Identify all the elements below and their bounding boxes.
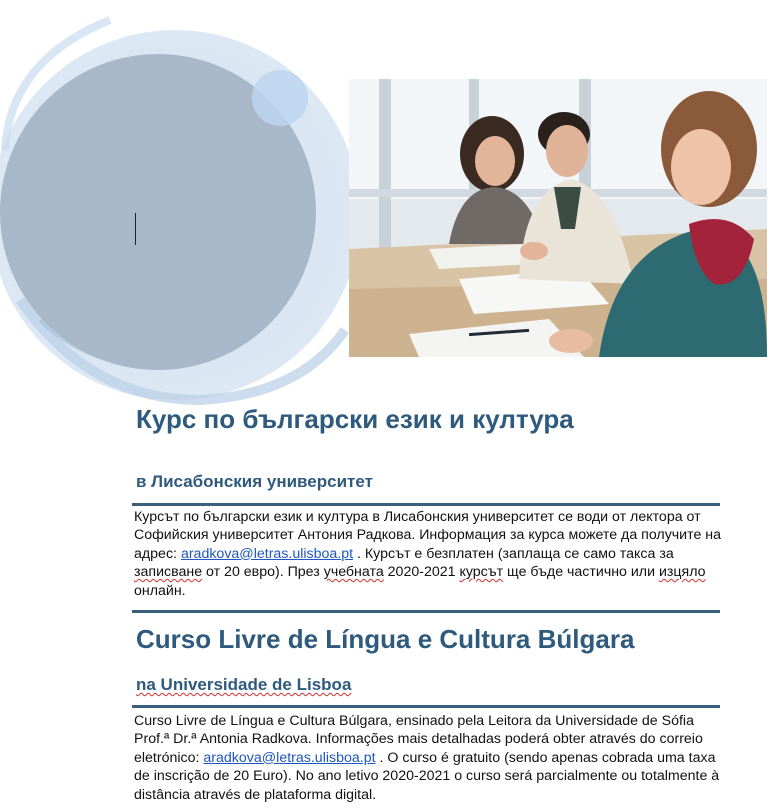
bg-word-uchebnata: учебната — [323, 564, 384, 581]
bg-text-4: 2020-2021 — [383, 564, 460, 581]
pt-email-link[interactable]: aradkova@letras.ulisboa.pt — [203, 749, 376, 766]
bg-text-6: онлайн. — [134, 582, 186, 599]
bg-word-kursat: курсът — [459, 564, 504, 581]
pt-subtitle-text: na Universidade de Lisboa — [136, 675, 352, 694]
text-cursor — [135, 213, 136, 245]
divider-bg-bottom — [132, 610, 720, 613]
pt-subtitle — [136, 675, 351, 695]
bg-text-3: от 20 евро). През — [202, 564, 324, 581]
divider-bg-top — [132, 503, 720, 506]
bg-text-1: Курсът по български език и култура в Лисабонския университет се води от лектора от Софийския университет Антония Радкова. Информация за курса можете да получите на адрес: — [134, 509, 721, 562]
bg-text-5: ще бъде частично или — [503, 564, 659, 581]
pt-text-2: . O curso é gratuito (sendo apenas cobrada uma taxa de inscrição de 20 Euro). No ano letivo 2020-2021 o curso será parcialmente ou totalmente à distância através de plataforma digital. — [134, 749, 720, 803]
bg-word-izcyalo: изцяло — [658, 564, 706, 581]
bg-text-2: . Курсът е безплатен (заплаща се само такса за — [353, 545, 674, 562]
bg-word-zapisvane: записване — [134, 564, 203, 581]
divider-pt-top — [132, 705, 720, 708]
decorative-watercolor-circle — [0, 0, 360, 420]
pt-text-1: Curso Livre de Língua e Cultura Búlgara, ensinado pela Leitora da Universidade de Sófia Prof.ª Dr.ª Antonia Radkova. Informações mais detalhadas poderá obter através do correio eletrónico: — [134, 713, 703, 766]
bg-email-link[interactable]: aradkova@letras.ulisboa.pt — [180, 545, 354, 562]
bg-subtitle: в Лисабонския университет — [136, 472, 373, 491]
pt-paragraph — [134, 712, 724, 804]
bg-title: Курс по български език и култура — [136, 404, 574, 434]
students-photo — [349, 79, 767, 357]
bg-paragraph — [134, 508, 724, 600]
pt-title: Curso Livre de Língua e Cultura Búlgara — [136, 624, 635, 654]
